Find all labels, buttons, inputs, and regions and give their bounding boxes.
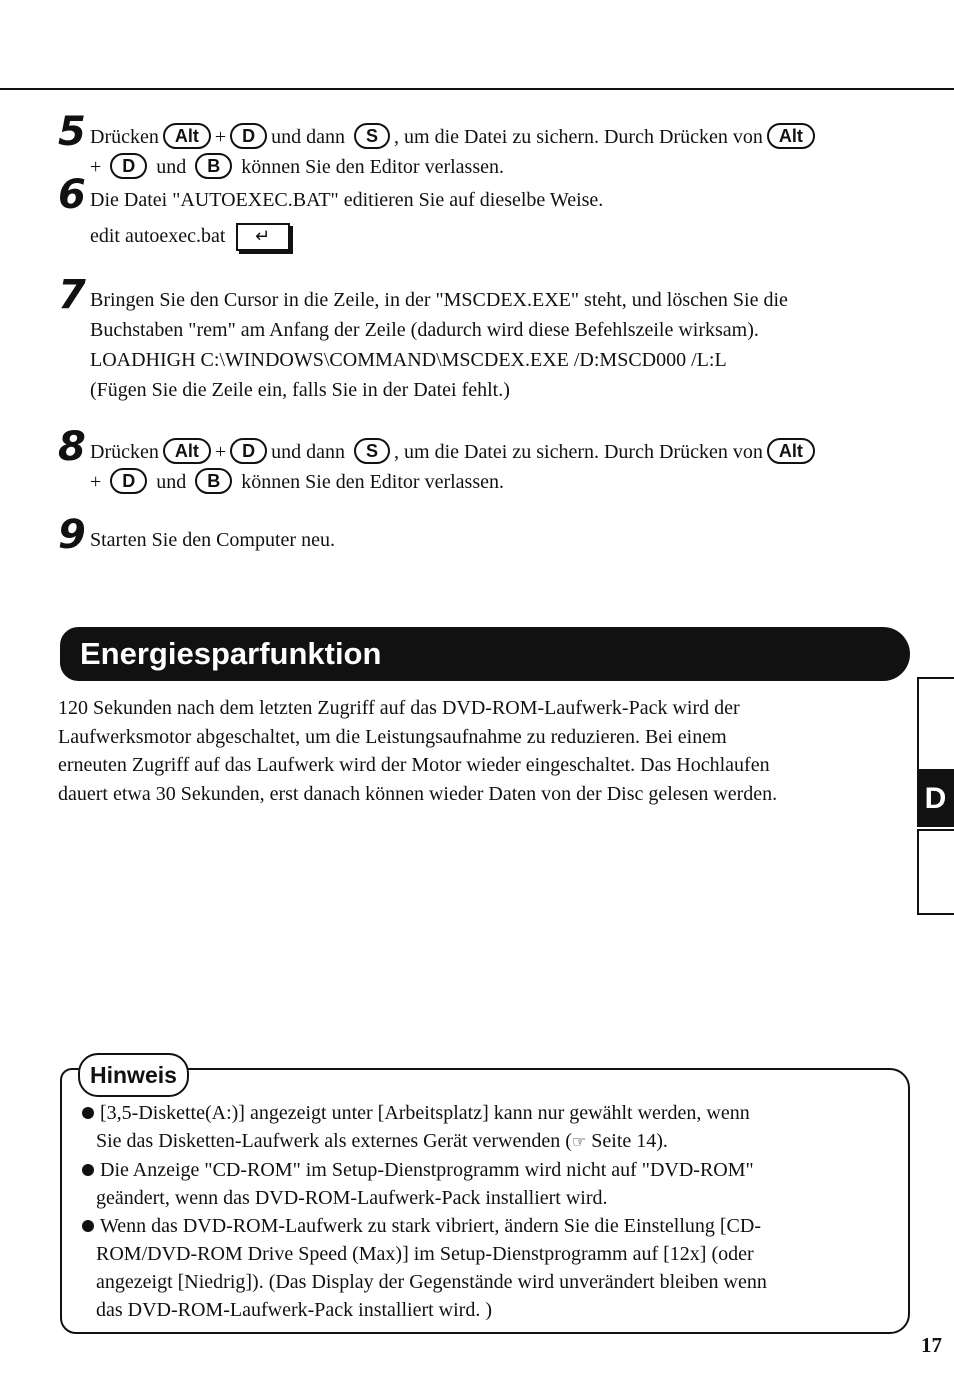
step-line <box>58 152 938 182</box>
note-line: ROM/DVD-ROM Drive Speed (Max)] im Setup-Dienstprogramm auf [12x] (oder <box>96 1243 754 1265</box>
note-line: das DVD-ROM-Laufwerk-Pack installiert wird. ) <box>96 1299 493 1321</box>
step-line <box>58 221 938 251</box>
key-alt-icon: Alt <box>767 438 815 464</box>
step-text: Die Datei "AUTOEXEC.BAT" editieren Sie auf dieselbe Weise. <box>90 189 604 211</box>
step-text: , um die Datei zu sichern. Durch Drücken von <box>394 441 763 463</box>
bullet-icon <box>82 1107 94 1119</box>
step-text: Bringen Sie den Cursor in die Zeile, in der "MSCDEX.EXE" steht, und löschen Sie die <box>90 289 788 311</box>
step-text: und <box>151 156 192 178</box>
step-6 <box>58 172 938 251</box>
note-line: [3,5-Diskette(A:)] angezeigt unter [Arbeitsplatz] kann nur gewählt werden, wenn <box>82 1099 902 1127</box>
page-number: 17 <box>921 1333 942 1357</box>
side-tab-upper <box>917 677 954 771</box>
paragraph-line: dauert etwa 30 Sekunden, erst danach können wieder Daten von der Disc gelesen werden. <box>58 782 778 805</box>
side-tab-d: D <box>917 771 954 827</box>
key-d-icon: D <box>110 153 147 179</box>
key-d-icon: D <box>110 468 147 494</box>
step-number: 6 <box>58 172 86 218</box>
step-text: und dann <box>271 441 351 463</box>
bullet-icon <box>82 1220 94 1232</box>
step-line <box>58 525 938 555</box>
step-number: 7 <box>58 272 86 318</box>
key-s-icon: S <box>354 123 390 149</box>
key-d-icon: D <box>230 438 267 464</box>
section-title: Energiesparfunktion <box>80 636 382 671</box>
paragraph-line: Laufwerksmotor abgeschaltet, um die Leistungsaufnahme zu reduzieren. Bei einem <box>58 725 727 748</box>
key-s-icon: S <box>354 438 390 464</box>
note-line: Wenn das DVD-ROM-Laufwerk zu stark vibriert, ändern Sie die Einstellung [CD- <box>82 1212 902 1240</box>
step-number: 8 <box>58 424 86 470</box>
step-8 <box>58 424 938 497</box>
step-line <box>58 122 938 152</box>
step-9 <box>58 512 938 558</box>
key-alt-icon: Alt <box>767 123 815 149</box>
step-line <box>58 185 938 215</box>
step-text: und dann <box>271 126 351 148</box>
step-text: edit autoexec.bat <box>90 225 226 247</box>
step-text: (Fügen Sie die Zeile ein, falls Sie in der Datei fehlt.) <box>90 379 510 401</box>
step-text: + <box>214 126 227 148</box>
bullet-icon <box>82 1164 94 1176</box>
section-paragraph <box>58 694 908 808</box>
step-text: , um die Datei zu sichern. Durch Drücken von <box>394 126 763 148</box>
step-text: LOADHIGH C:\WINDOWS\COMMAND\MSCDEX.EXE /D:MSCD000 /L:L <box>90 349 727 371</box>
step-text: + <box>90 471 107 493</box>
step-5 <box>58 109 938 182</box>
section-banner <box>60 627 910 681</box>
step-line <box>58 467 938 497</box>
step-line <box>58 345 938 375</box>
step-text: Starten Sie den Computer neu. <box>90 529 335 551</box>
paragraph-line: erneuten Zugriff auf das Laufwerk wird der Motor wieder eingeschaltet. Das Hochlaufen <box>58 754 770 776</box>
step-text: können Sie den Editor verlassen. <box>236 471 504 493</box>
key-alt-icon: Alt <box>163 438 211 464</box>
step-line <box>58 437 938 467</box>
step-7 <box>58 272 938 405</box>
enter-key-icon: ↵ <box>236 223 290 251</box>
step-text: Drücken <box>90 441 159 463</box>
note-line: geändert, wenn das DVD-ROM-Laufwerk-Pack installiert wird. <box>96 1187 608 1209</box>
note-line: angezeigt [Niedrig]). (Das Display der Gegenstände wird unverändert bleiben wenn <box>96 1271 767 1293</box>
pointing-hand-icon: ☞ <box>571 1132 587 1151</box>
step-text: + <box>90 156 107 178</box>
step-line <box>58 315 938 345</box>
paragraph-line: 120 Sekunden nach dem letzten Zugriff auf das DVD-ROM-Laufwerk-Pack wird der <box>58 697 740 719</box>
key-b-icon: B <box>195 468 232 494</box>
step-line <box>58 375 938 405</box>
step-text: können Sie den Editor verlassen. <box>236 156 504 178</box>
step-line <box>58 285 938 315</box>
step-number: 9 <box>58 512 86 558</box>
top-rule <box>0 88 954 90</box>
side-tab-lower <box>917 829 954 915</box>
step-text: Drücken <box>90 126 159 148</box>
step-number: 5 <box>58 109 86 155</box>
key-d-icon: D <box>230 123 267 149</box>
note-line: Die Anzeige "CD-ROM" im Setup-Dienstprogramm wird nicht auf "DVD-ROM" <box>82 1156 902 1184</box>
key-alt-icon: Alt <box>163 123 211 149</box>
step-text: Buchstaben "rem" am Anfang der Zeile (dadurch wird diese Befehlszeile wirksam). <box>90 319 759 341</box>
note-line: Sie das Disketten-Laufwerk als externes Gerät verwenden (☞ Seite 14). <box>96 1130 668 1152</box>
step-text: und <box>151 471 192 493</box>
note-items <box>82 1099 902 1324</box>
step-text: + <box>214 441 227 463</box>
key-b-icon: B <box>195 153 232 179</box>
note-title: Hinweis <box>78 1053 189 1097</box>
